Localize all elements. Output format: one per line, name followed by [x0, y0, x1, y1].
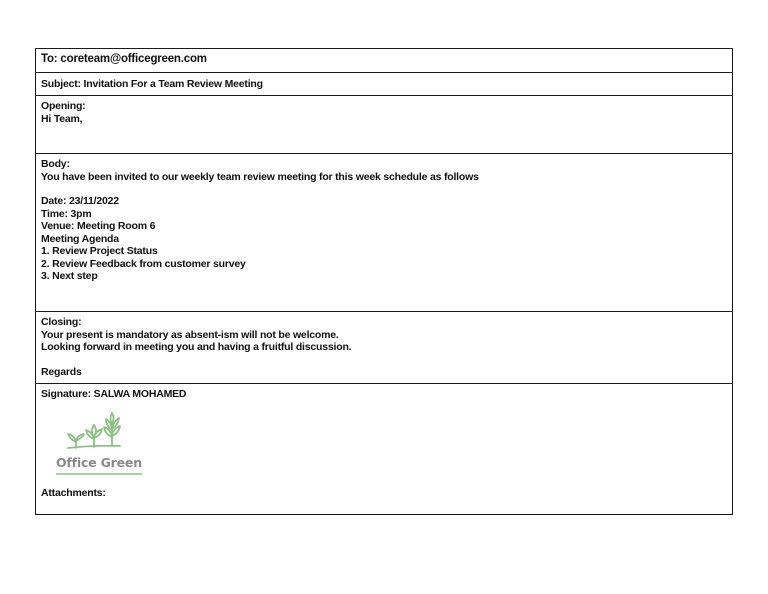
body-intro: You have been invited to our weekly team review meeting for this week schedule as follows [41, 170, 479, 183]
regards-text: Regards [41, 365, 82, 378]
closing-row [36, 312, 732, 384]
email-template-table [35, 48, 733, 515]
opening-label: Opening: [41, 100, 86, 112]
closing-line: Looking forward in meeting you and having a fruitful discussion. [41, 341, 352, 353]
office-green-logo [54, 410, 154, 480]
signature-line [41, 388, 727, 401]
closing-label: Closing: [41, 316, 82, 328]
meeting-time: Time: 3pm [41, 207, 92, 220]
to-row [36, 49, 732, 73]
subject-label: Subject: [41, 78, 84, 90]
body-row [36, 154, 732, 312]
to-label: To: [41, 53, 61, 65]
signature-name: SALWA MOHAMED [93, 388, 187, 400]
leaf-sprouts-icon [68, 413, 120, 448]
opening-text: Hi Team, [41, 112, 83, 125]
closing-line: Your present is mandatory as absent-ism will not be welcome. [41, 328, 339, 341]
agenda-heading: Meeting Agenda [41, 232, 119, 245]
meeting-date: Date: 23/11/2022 [41, 195, 119, 207]
signature-row [36, 384, 732, 514]
attachments-label: Attachments: [41, 487, 106, 499]
agenda-item: 3. Next step [41, 270, 98, 282]
subject-row [36, 73, 732, 96]
signature-label: Signature: [41, 388, 94, 400]
agenda-item: 1. Review Project Status [41, 245, 158, 257]
logo-wordmark: Office Green [56, 455, 142, 470]
subject-text: Invitation For a Team Review Meeting [83, 78, 263, 90]
agenda-item: 2. Review Feedback from customer survey [41, 257, 246, 270]
opening-row [36, 96, 732, 154]
meeting-venue: Venue: Meeting Room 6 [41, 220, 156, 232]
to-address: coreteam@officegreen.com [60, 53, 207, 65]
body-label: Body: [41, 158, 70, 170]
